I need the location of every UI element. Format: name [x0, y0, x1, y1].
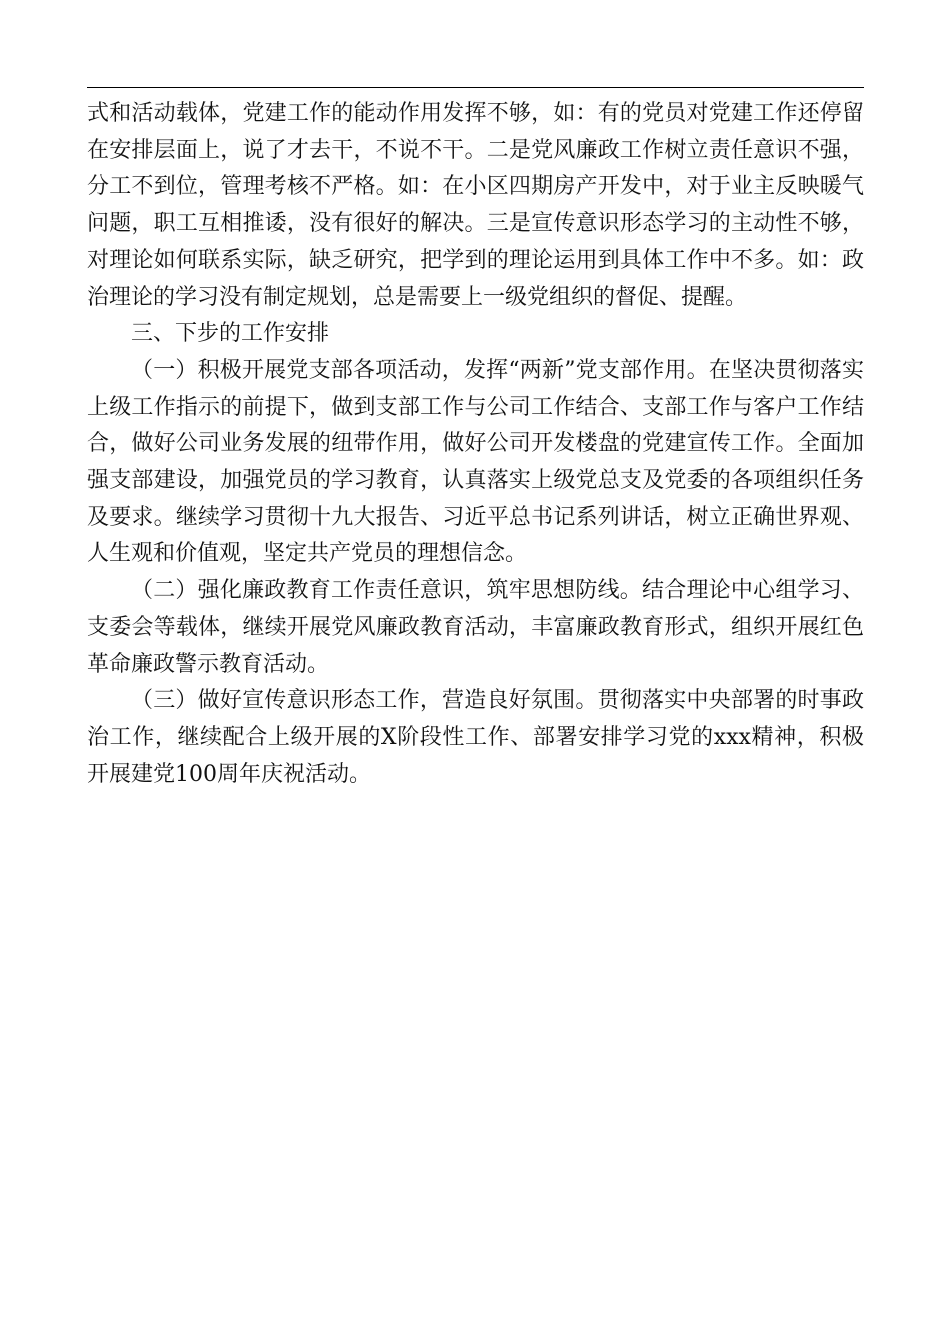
paragraph-continuation: 式和活动载体，党建工作的能动作用发挥不够，如：有的党员对党建工作还停留在安排层面上，说了才去干，不说不干。二是党风廉政工作树立责任意识不强，分工不到位，管理考核不严格。如：在小区四期房产开发中，对于业主反映暖气问题，职工互相推诿，没有很好的解决。三是宣传意识形态学习的主动性不够，对理论如何联系实际，缺乏研究，把学到的理论运用到具体工作中不多。如：政治理论的学习没有制定规划，总是需要上一级党组织的督促、提醒。: [87, 101, 864, 310]
section-heading: 三、下步的工作安排: [131, 321, 330, 347]
paragraph-item-3: （三）做好宣传意识形态工作，营造良好氛围。贯彻落实中央部署的时事政治工作，继续配合上级开展的X阶段性工作、部署安排学习党的xxx精神，积极开展建党100周年庆祝活动。: [87, 688, 864, 787]
paragraph-item-2: （二）强化廉政教育工作责任意识，筑牢思想防线。结合理论中心组学习、支委会等载体，继续开展党风廉政教育活动，丰富廉政教育形式，组织开展红色革命廉政警示教育活动。: [87, 578, 864, 677]
document-body: [87, 96, 864, 793]
paragraph-item-1: （一）积极开展党支部各项活动，发挥“两新”党支部作用。在坚决贯彻落实上级工作指示的前提下，做到支部工作与公司工作结合、支部工作与客户工作结合，做好公司业务发展的纽带作用，做好公司开发楼盘的党建宣传工作。全面加强支部建设，加强党员的学习教育，认真落实上级党总支及党委的各项组织任务及要求。继续学习贯彻十九大报告、习近平总书记系列讲话，树立正确世界观、人生观和价值观，坚定共产党员的理想信念。: [87, 357, 864, 567]
header-rule: [87, 87, 864, 88]
